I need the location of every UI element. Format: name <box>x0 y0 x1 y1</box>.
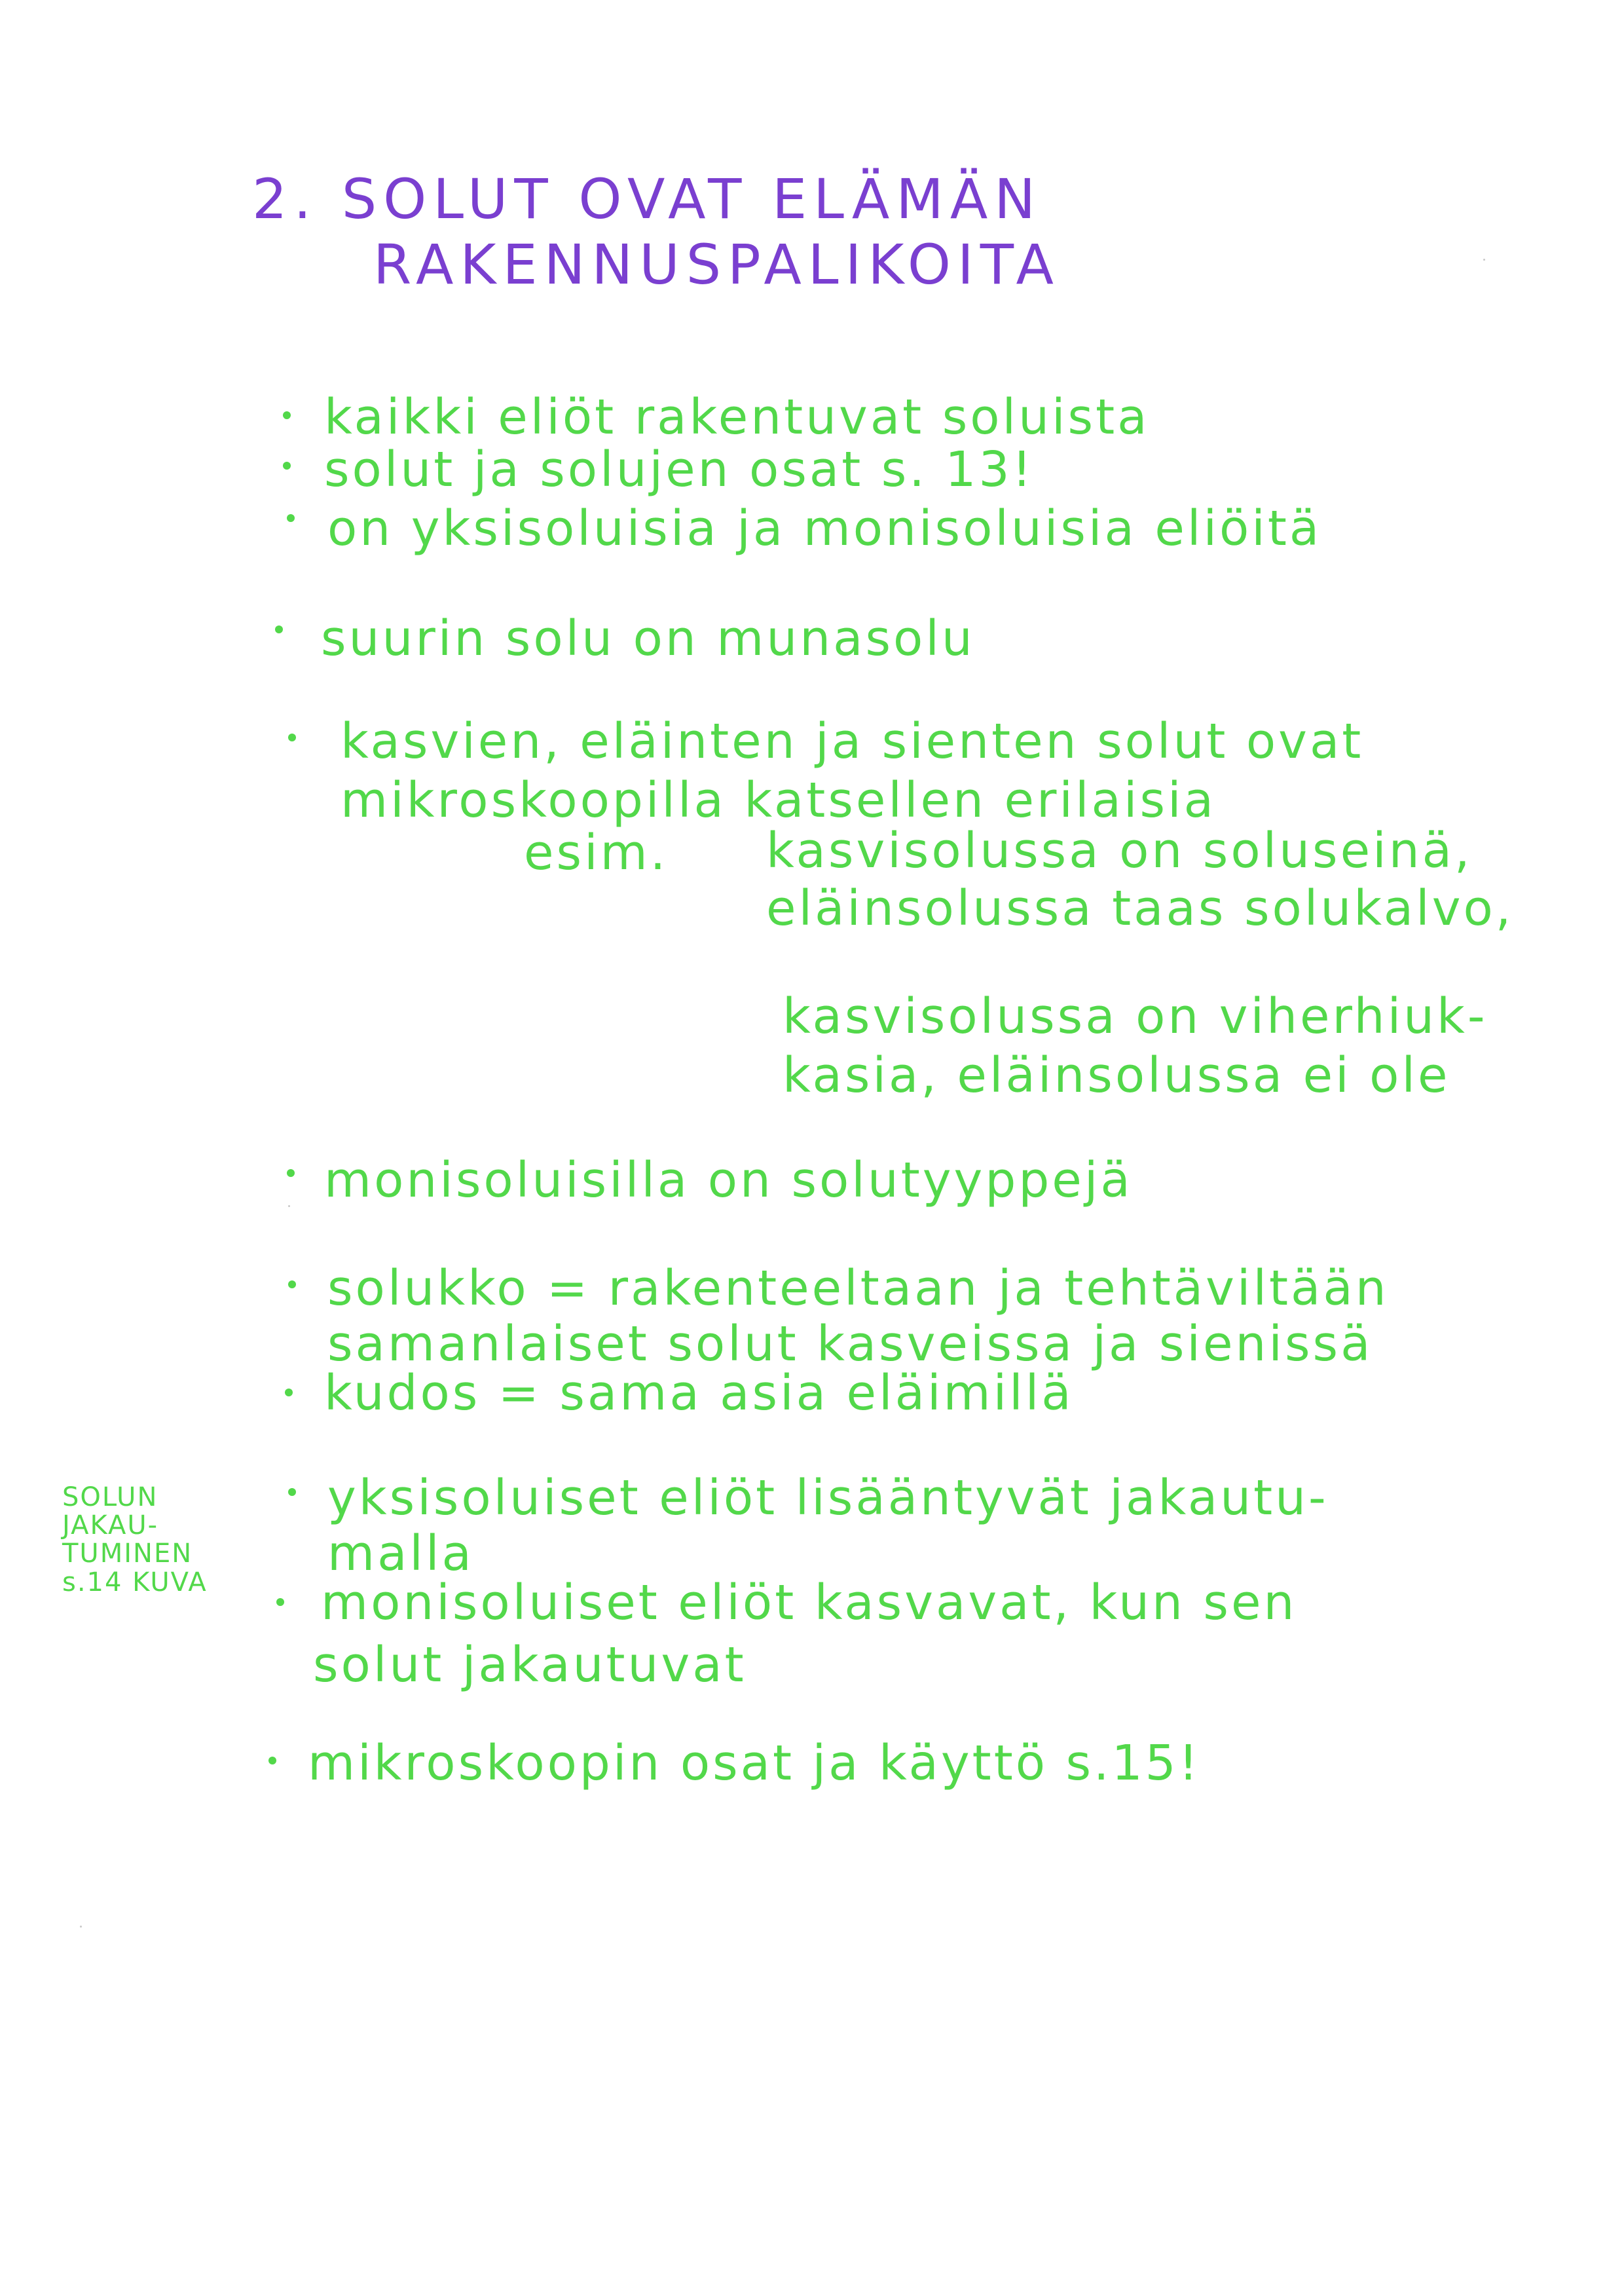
margin-note: SOLUN JAKAU- TUMINEN s.14 KUVA <box>62 1482 208 1597</box>
note-item-continuation: solut jakautuvat <box>313 1637 747 1693</box>
bullet-dot <box>275 625 283 633</box>
page-title-line-1: 2. SOLUT OVAT ELÄMÄN <box>252 167 1043 231</box>
note-item-continuation: malla <box>327 1525 474 1582</box>
bullet-dot <box>285 1389 293 1396</box>
note-item: kaikki eliöt rakentuvat soluista <box>324 389 1150 445</box>
note-item: solut ja solujen osat s. 13! <box>324 441 1035 498</box>
bullet-dot <box>283 411 291 419</box>
page-title-line-2: RAKENNUSPALIKOITA <box>373 233 1061 297</box>
paper-speck <box>80 1926 82 1928</box>
bullet-dot <box>276 1598 284 1606</box>
example-line: kasvisolussa on soluseinä, <box>766 823 1473 879</box>
note-item: monisoluisilla on solutyyppejä <box>324 1152 1133 1208</box>
note-item: kasvien, eläinten ja sienten solut ovat <box>341 713 1364 770</box>
example-line: kasia, eläinsolussa ei ole <box>783 1047 1450 1104</box>
bullet-dot <box>283 462 291 470</box>
note-item-continuation: samanlaiset solut kasveissa ja sienissä <box>327 1316 1373 1372</box>
paper-speck <box>1483 259 1485 261</box>
note-item: solukko = rakenteeltaan ja tehtäviltään <box>327 1260 1389 1316</box>
bullet-dot <box>288 1488 296 1496</box>
paper-speck <box>288 1205 290 1207</box>
note-item: kudos = sama asia eläimillä <box>324 1365 1074 1421</box>
bullet-dot <box>287 1169 295 1177</box>
example-label: esim. <box>524 825 669 881</box>
bullet-dot <box>268 1757 276 1764</box>
example-line: eläinsolussa taas solukalvo, <box>766 880 1514 937</box>
note-item: monisoluiset eliöt kasvavat, kun sen <box>321 1575 1297 1631</box>
note-item: mikroskoopin osat ja käyttö s.15! <box>308 1735 1201 1791</box>
note-item: yksisoluiset eliöt lisääntyvät jakautu- <box>327 1470 1329 1526</box>
bullet-dot <box>288 1280 296 1288</box>
note-item: suurin solu on munasolu <box>321 610 975 667</box>
bullet-dot <box>288 734 296 741</box>
note-item-continuation: mikroskoopilla katsellen erilaisia <box>341 772 1216 829</box>
bullet-dot <box>287 514 295 522</box>
example-line: kasvisolussa on viherhiuk- <box>783 988 1488 1045</box>
note-item: on yksisoluisia ja monisoluisia eliöitä <box>327 500 1322 557</box>
